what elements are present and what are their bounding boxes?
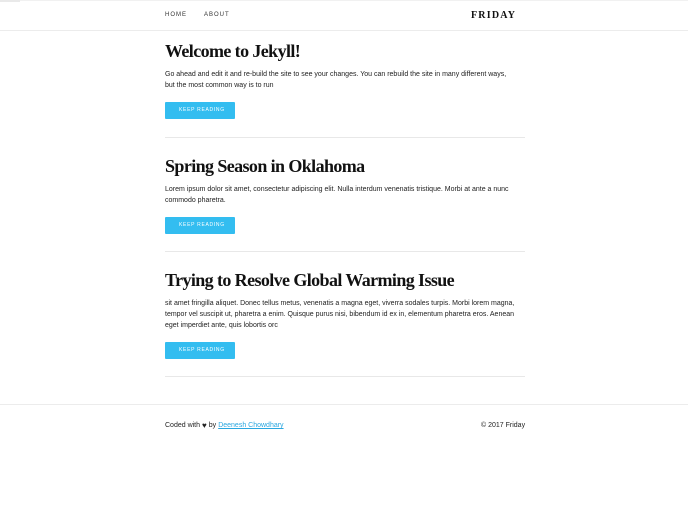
site-brand[interactable]: FRIDAY <box>471 10 517 21</box>
post-excerpt: sit amet fringilla aliquet. Donec tellus metus, venenatis a magna eget, viverra sodales turpis. Morbi lorem magna, tempor vel suscipit ut, pharetra a enim. Quisque purus nisi, bibendum id ex in, elementum pharetra eros. Aenean eget imperdiet ante, quis lobortis orc <box>165 300 515 329</box>
post-item <box>165 138 525 252</box>
footer-credit <box>165 421 284 430</box>
post-title[interactable]: Spring Season in Oklahoma <box>165 156 365 176</box>
author-link[interactable]: Deenesh Chowdhary <box>218 422 284 429</box>
main-nav <box>165 12 230 19</box>
post-title[interactable]: Welcome to Jekyll! <box>165 41 301 61</box>
footer-divider <box>0 404 688 405</box>
keep-reading-button[interactable]: KEEP READING <box>165 217 235 234</box>
post-excerpt: Go ahead and edit it and re-build the site to see your changes. You can rebuild the site in many different ways, but the most common way is to run <box>165 71 507 89</box>
by-text: by <box>208 422 217 429</box>
post-item <box>165 252 525 377</box>
nav-about-link[interactable]: ABOUT <box>204 12 230 18</box>
site-header <box>0 0 688 31</box>
coded-with-text: Coded with <box>165 422 201 429</box>
copyright-text: © 2017 Friday <box>481 422 526 429</box>
post-item <box>165 30 525 138</box>
post-list <box>165 30 525 377</box>
nav-home-link[interactable]: HOME <box>165 12 187 18</box>
heart-icon: ♥ <box>202 420 207 430</box>
keep-reading-button[interactable]: KEEP READING <box>165 102 235 119</box>
post-excerpt: Lorem ipsum dolor sit amet, consectetur adipiscing elit. Nulla interdum venenatis tristique. Morbi at ante a nunc commodo pharetra. <box>165 186 509 204</box>
post-title[interactable]: Trying to Resolve Global Warming Issue <box>165 270 455 290</box>
keep-reading-button[interactable]: KEEP READING <box>165 342 235 359</box>
